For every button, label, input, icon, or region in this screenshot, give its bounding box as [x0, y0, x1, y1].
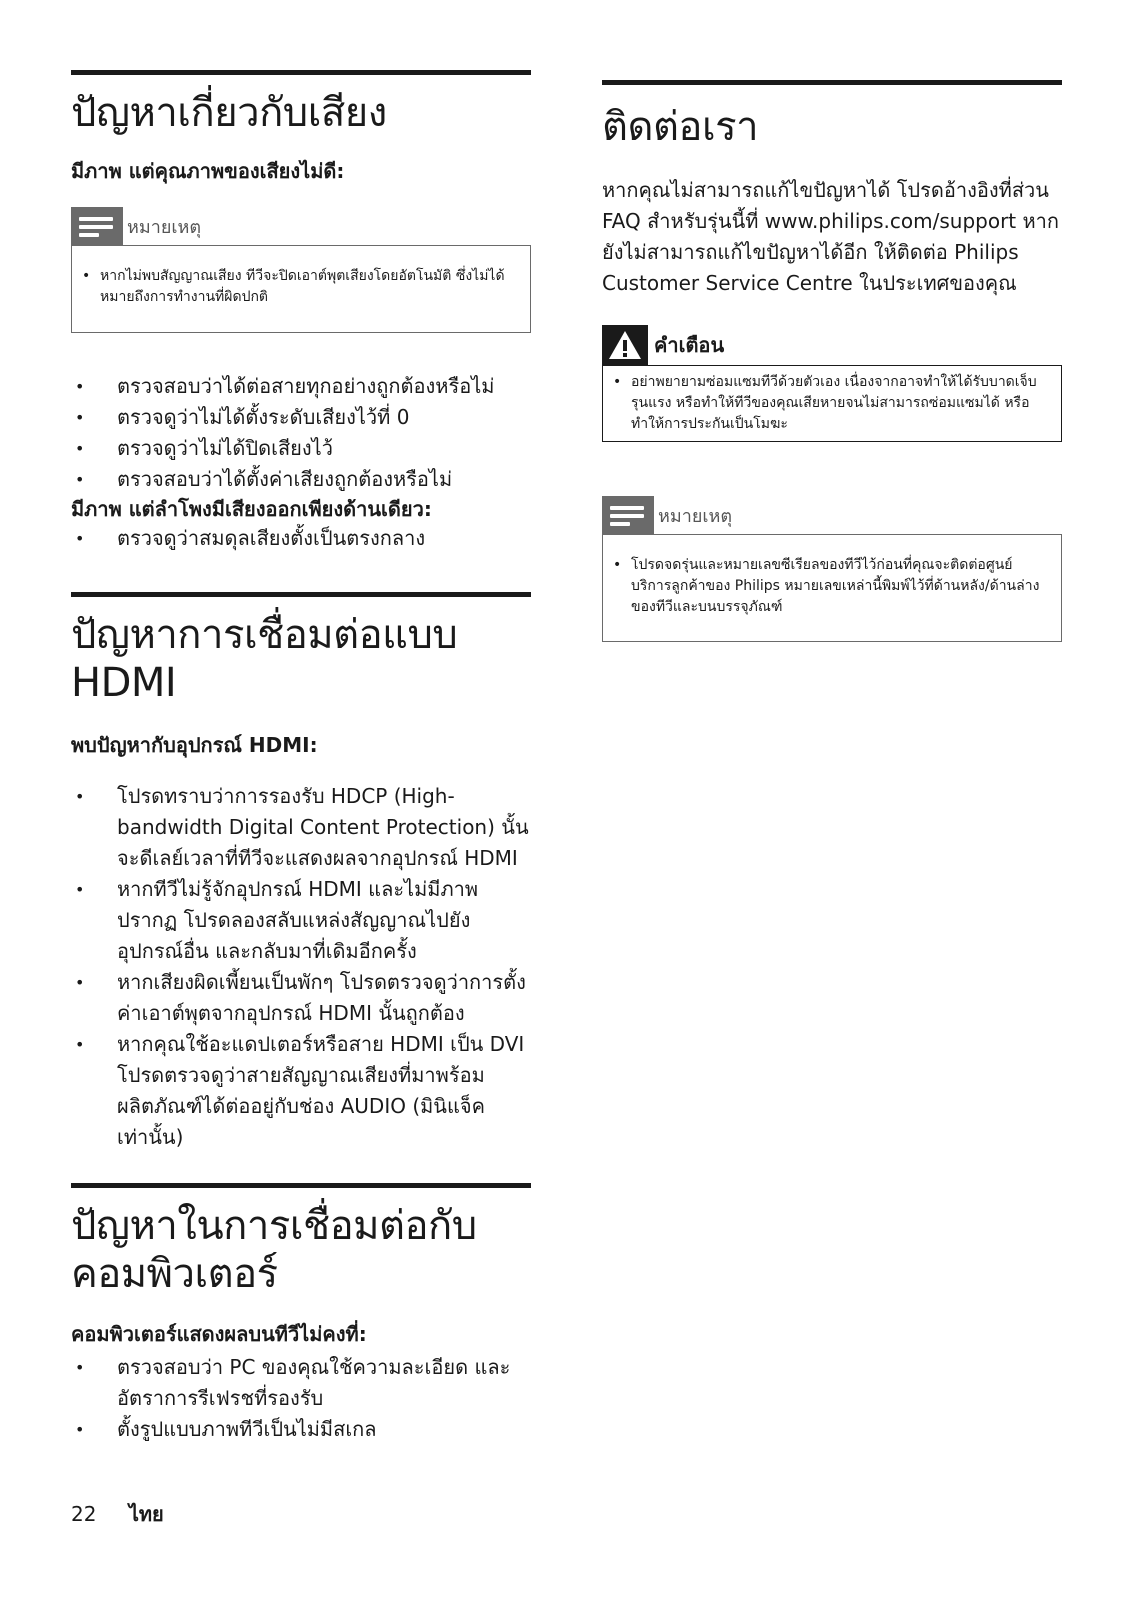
hdmi-section-title: ปัญหาการเชื่อมต่อแบบ HDMI — [71, 612, 458, 706]
sound-subheading-quality: มีภาพ แต่คุณภาพของเสียงไม่ดี: — [71, 159, 345, 183]
list-item: • หากเสียงผิดเพี้ยนเป็นพักๆ โปรดตรวจดูว่าการตั้งค่าเอาต์พุตจากอุปกรณ์ HDMI นั้นถูกต้อง — [71, 967, 531, 1029]
contact-section-title: ติดต่อเรา — [602, 104, 759, 150]
list-item: • ตรวจสอบว่าได้ตั้งค่าเสียงถูกต้องหรือไม่ — [71, 464, 531, 495]
warning-content — [602, 365, 1062, 442]
warning-item: • อย่าพยายามซ่อมแซมทีวีด้วยตัวเอง เนื่องจากอาจทำให้ได้รับบาดเจ็บรุนแรง หรือทำให้ทีวีของคุณเสียหายจนไม่สามารถซ่อมแซมได้ หรือทำให้การประกันเป็นโมฆะ — [613, 372, 1051, 435]
warning-box — [602, 325, 1062, 442]
language-label: ไทย — [128, 1502, 164, 1526]
note-lines-icon — [602, 496, 654, 534]
right-column — [602, 0, 1062, 642]
warning-header — [602, 325, 1062, 365]
hdmi-checklist — [71, 781, 531, 1153]
page-footer — [71, 1498, 164, 1530]
pc-section-title-line2: คอมพิวเตอร์ — [71, 1251, 278, 1297]
note-box — [71, 245, 531, 333]
page-number: 22 — [71, 1502, 97, 1526]
section-rule — [602, 80, 1062, 85]
left-column — [71, 0, 531, 1445]
note-item: • โปรดจดรุ่นและหมายเลขซีเรียลของทีวีไว้ก่อนที่คุณจะติดต่อศูนย์บริการลูกค้าของ Philips หมายเลขเหล่านี้พิมพ์ไว้ที่ด้านหลัง/ด้านล่างของทีวีและบนบรรจุภัณฑ์ — [613, 555, 1051, 618]
speaker-checklist — [71, 523, 531, 554]
list-item: • หากคุณใช้อะแดปเตอร์หรือสาย HDMI เป็น DVI โปรดตรวจดูว่าสายสัญญาณเสียงที่มาพร้อมผลิตภัณฑ์ได้ต่ออยู่กับช่อง AUDIO (มินิแจ็คเท่านั้น) — [71, 1029, 531, 1153]
list-item: • ตรวจดูว่าไม่ได้ปิดเสียงไว้ — [71, 433, 531, 464]
list-item: • ตรวจดูว่าไม่ได้ตั้งระดับเสียงไว้ที่ 0 — [71, 402, 531, 433]
note-label: หมายเหตุ — [658, 505, 733, 527]
hdmi-subheading: พบปัญหากับอุปกรณ์ HDMI: — [71, 733, 318, 757]
pc-section-title-line1: ปัญหาในการเชื่อมต่อกับ — [71, 1203, 477, 1249]
pc-subheading: คอมพิวเตอร์แสดงผลบนทีวีไม่คงที่: — [71, 1322, 367, 1346]
sound-subheading-speaker: มีภาพ แต่ลำโพงมีเสียงออกเพียงด้านเดียว: — [71, 497, 432, 521]
sound-section-title: ปัญหาเกี่ยวกับเสียง — [71, 90, 387, 136]
sound-checklist — [71, 371, 531, 495]
list-item: • ตั้งรูปแบบภาพทีวีเป็นไม่มีสเกล — [71, 1414, 531, 1445]
section-rule — [71, 70, 531, 75]
note-label: หมายเหตุ — [127, 216, 202, 238]
list-item: • ตรวจดูว่าสมดุลเสียงตั้งเป็นตรงกลาง — [71, 523, 531, 554]
pc-checklist — [71, 1352, 531, 1445]
note-item: • หากไม่พบสัญญาณเสียง ทีวีจะปิดเอาต์พุตเสียงโดยอัตโนมัติ ซึ่งไม่ได้หมายถึงการทำงานที่ผิดปกติ — [82, 266, 520, 308]
section-rule — [71, 592, 531, 597]
list-item: • ตรวจสอบว่า PC ของคุณใช้ความละเอียด และอัตราการรีเฟรชที่รองรับ — [71, 1352, 531, 1414]
warning-label: คำเตือน — [654, 333, 725, 357]
warning-triangle-icon — [602, 325, 648, 365]
section-rule — [71, 1183, 531, 1188]
contact-body: หากคุณไม่สามารถแก้ไขปัญหาได้ โปรดอ้างอิงที่ส่วน FAQ สำหรับรุ่นนี้ที่ www.philips.com/support หากยังไม่สามารถแก้ไขปัญหาได้อีก ให้ติดต่อ Philips Customer Service Centre ในประเทศของคุณ — [602, 178, 1060, 295]
note-header — [71, 207, 531, 245]
sound-note — [71, 207, 531, 333]
list-item: • โปรดทราบว่าการรองรับ HDCP (High-bandwidth Digital Content Protection) นั้นจะดีเลย์เวลาที่ทีวีจะแสดงผลจากอุปกรณ์ HDMI — [71, 781, 531, 874]
contact-note — [602, 496, 1062, 642]
list-item: • หากทีวีไม่รู้จักอุปกรณ์ HDMI และไม่มีภาพปรากฏ โปรดลองสลับแหล่งสัญญาณไปยังอุปกรณ์อื่น และกลับมาที่เดิมอีกครั้ง — [71, 874, 531, 967]
note-header — [602, 496, 1062, 534]
list-item: • ตรวจสอบว่าได้ต่อสายทุกอย่างถูกต้องหรือไม่ — [71, 371, 531, 402]
note-box — [602, 534, 1062, 642]
note-lines-icon — [71, 207, 123, 245]
